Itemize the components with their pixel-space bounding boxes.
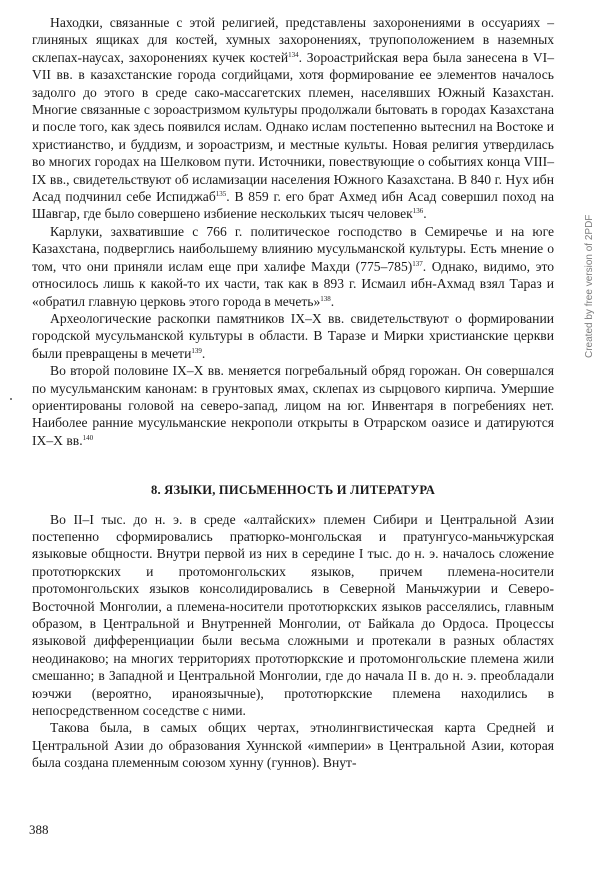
paragraph-3: Археологические раскопки памятников IX–X вв. свидетельствуют о формировании городской мусульманской культуры в области. В Таразе и Мирки христианские церкви были превращены в мечети$^{139}$. bbox=[32, 310, 554, 361]
footnote-ref-140: 140 bbox=[82, 433, 94, 442]
paragraph-2-text-b: Однако, видимо, это относилось лишь к какой-то их части, так как в 893 г. Исмаил ибн-Ахмад взял Тараз и «обратил главную церковь этого города в мечеть» bbox=[32, 258, 555, 309]
paragraph-1-text-c: В 859 г. его брат Ахмед ибн Асад совершил поход на Шавгар, где было совершено избиение нескольких тысяч человек bbox=[32, 189, 554, 222]
scan-speck bbox=[10, 398, 12, 400]
footnote-ref-139: 139 bbox=[191, 346, 202, 355]
paragraph-4 bbox=[32, 362, 554, 449]
paragraph-1-text-a: Находки, связанные с этой религией, представлены захоронениями в оссуариях – глиняных ящиках для костей, хумных захоронениях, трупоположением в наземных склепах-наусах, захоронениях кучек костей bbox=[32, 15, 554, 65]
page-number: 388 bbox=[29, 822, 49, 837]
footnote-ref-138: 138 bbox=[320, 294, 331, 303]
paragraph-2-text-a: Карлуки, захватившие с 766 г. политическое господство в Семиречье и на юге Казахстана, подверглись наибольшему влиянию мусульманской культуры. Есть мнение о том, что они приняли ислам еще при халифе Махди (775–785) bbox=[32, 223, 554, 274]
paragraph-1: Находки, связанные с этой религией, представлены захоронениями в оссуариях – глиняных ящиках для костей, хумных захоронениях, трупоположением в наземных склепах-наусах, захоронениях кучек костей$^{134}$. Зороастрийская вера была занесена в VI–VII вв. в казахстанские города согдийцами, хотя формирование ее элементов началось задолго до этого в среде сако-массагетских племен, населявших Южный Казахстан. Многие связанные с зороастризмом культуры продолжали бытовать в городах Казахстана и после того, как здесь появился ислам. Однако ислам постепенно вытеснил на Востоке и христианство, и буддизм, и зороастризм, и местные культы. Новая религия утвердилась во многих городах на Шелковом пути. Источники, повествующие о событиях конца VIII–IX вв., свидетельствуют об исламизации населения Южного Казахстана. В 840 г. Нух ибн Асад подчинил себе Испиджаб$^{135}$. В 859 г. его брат Ахмед ибн Асад совершил поход на Шавгар, где было совершено избиение нескольких тысяч человек$^{136}$. bbox=[32, 15, 555, 222]
footnote-ref-136: 136 bbox=[412, 207, 424, 216]
section-heading: 8. ЯЗЫКИ, ПИСЬМЕННОСТЬ И ЛИТЕРАТУРА bbox=[150, 483, 436, 498]
page-body bbox=[32, 14, 554, 772]
paragraph-3-text: Археологические раскопки памятников IX–X вв. свидетельствуют о формировании городской мусульманской культуры в области. В Таразе и Мирки христианские церкви были превращены в мечети bbox=[32, 310, 554, 361]
paragraph-6: Такова была, в самых общих чертах, этнолингвистическая карта Средней и Центральной Азии до образования Хуннской «империи» в Центральной Азии, которая была создана племенным союзом хунну (гуннов). Внут- bbox=[32, 720, 554, 771]
footnote-ref-134: 134 bbox=[288, 50, 299, 59]
paragraph-5: Во II–I тыс. до н. э. в среде «алтайских» племен Сибири и Центральной Азии постепенно сформировались пратюрко-монгольская и пратунгусо-маньчжурская языковые общности. Внутри первой из них в середине I тыс. до н. э. началось сложение прототюркских и протомонгольских языков, причем племена-носители протомонгольских языков консолидировались в Северной Маньчжурии и Северо-Восточной Монголии, а племена-носители прототюркских языков расселялись, главным образом, в Центральной и Внутренней Монголии, от Байкала до Ордоса. Процессы языковой дифференциации были весьма сложными и протекали в разных областях неодинаково; на многих территориях прототюркские и протомонгольские племена жили смешанно; в Западной и Центральной Монголии, где до начала II в. до н. э. преобладали юэчжи (вероятно, ираноязычные), прототюркские племена находились в непосредственном соседстве с ними. bbox=[32, 511, 554, 719]
paragraph-1-text-b: Зороастрийская вера была занесена в VI–VII вв. в казахстанские города согдийцами, хотя формирование ее элементов началось задолго до этого в среде сако-массагетских племен, населявших Южный Казахстан. Многие связанные с зороастризмом культуры продолжали бытовать в городах Казахстана и после того, как здесь появился ислам. Однако ислам постепенно вытеснил на Востоке и христианство, и буддизм, и зороастризм, и местные культы. Новая религия утвердилась во многих городах на Шелковом пути. Источники, повествующие о событиях конца VIII–IX вв., свидетельствуют об исламизации населения Южного Казахстана. В 840 г. Нух ибн Асад подчинил себе Испиджаб bbox=[32, 49, 555, 205]
paragraph-4-text: Во второй половине IX–X вв. меняется погребальный обряд горожан. Он совершался по мусульманским канонам: в грунтовых ямах, склепах из сырцового кирпича. Умершие ориентированы головой на северо-запад, лицом на юг. Инвентаря в погребениях нет. Наиболее ранние мусульманские некрополи открыты в Отрарском оазисе и датируются IX–X вв. bbox=[32, 363, 554, 448]
watermark-text: Created by free version of 2PDF bbox=[584, 214, 595, 358]
paragraph-2: Карлуки, захватившие с 766 г. политическое господство в Семиречье и на юге Казахстана, подверглись наибольшему влиянию мусульманской культуры. Есть мнение о том, что они приняли ислам еще при халифе Махди $(775-785)^{137}$. Однако, видимо, это относилось лишь к какой-то их части, так как в 893 г. Исмаил ибн-Ахмад взял Тараз и «обратил главную церковь этого города в мечеть»$^{138}$. bbox=[32, 223, 555, 309]
footnote-ref-135: 135 bbox=[215, 190, 227, 199]
footnote-ref-137: 137 bbox=[412, 259, 423, 268]
